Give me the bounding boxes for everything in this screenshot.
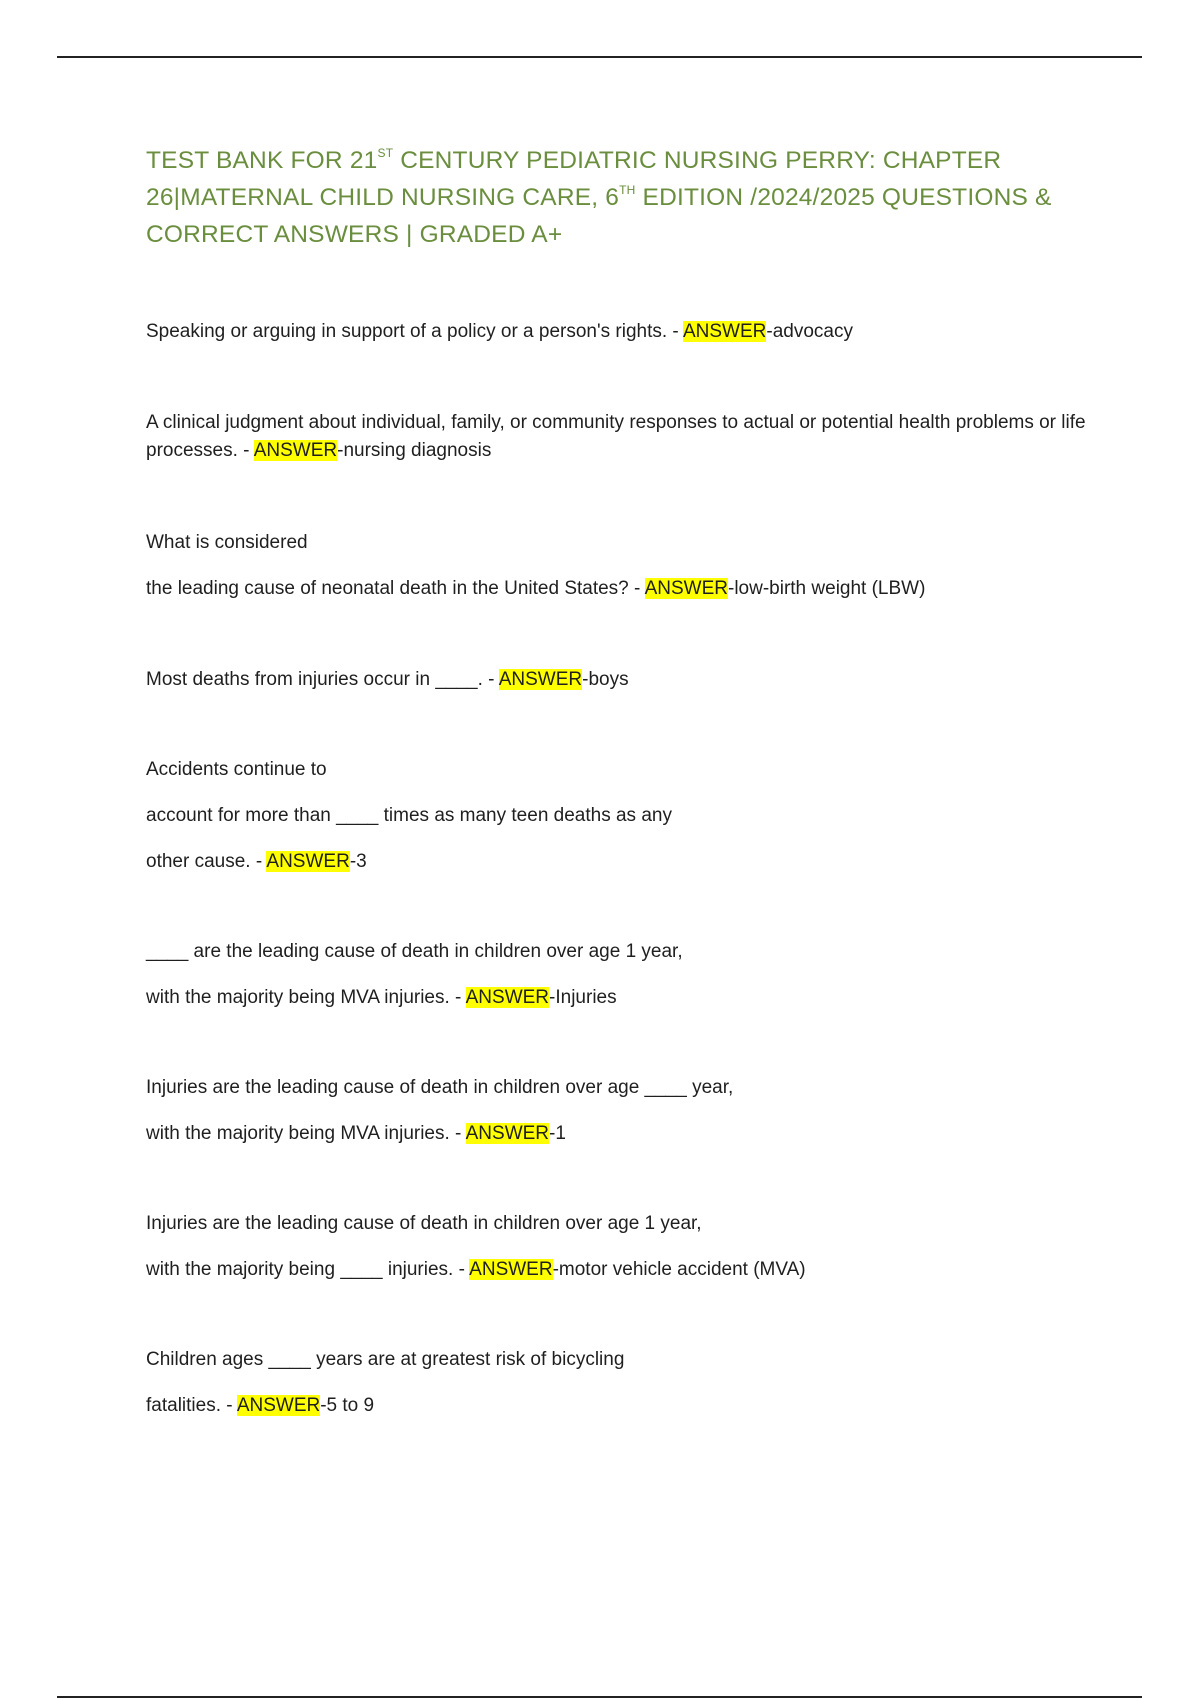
answer-highlight: ANSWER xyxy=(253,440,338,461)
qa-item-8: Injuries are the leading cause of death in children over age 1 year, with the majority being ____ injuries. - ANSWER-motor vehicle accident (MVA) xyxy=(146,1213,806,1280)
document-title: TEST BANK FOR 21ST CENTURY PEDIATRIC NURSING PERRY: CHAPTER 26|MATERNAL CHILD NURSING CARE, 6TH EDITION /2024/2025 QUESTIONS & CORRECT ANSWERS | GRADED A+ xyxy=(146,146,1052,248)
qa-item-5: Accidents continue to account for more than ____ times as many teen deaths as any other cause. - ANSWER-3 xyxy=(146,759,672,872)
answer-highlight: ANSWER xyxy=(266,851,350,872)
answer-highlight: ANSWER xyxy=(498,669,583,690)
qa-item-9: Children ages ____ years are at greatest risk of bicycling fatalities. - ANSWER-5 to 9 xyxy=(146,1349,625,1416)
qa-item-7: Injuries are the leading cause of death in children over age ____ year, with the majority being MVA injuries. - ANSWER-1 xyxy=(146,1077,734,1144)
answer-highlight: ANSWER xyxy=(236,1395,321,1416)
bottom-rule xyxy=(57,1696,1142,1698)
answer-highlight: ANSWER xyxy=(465,987,550,1008)
qa-item-3: What is considered the leading cause of neonatal death in the United States? - ANSWER-low-birth weight (LBW) xyxy=(146,532,926,599)
qa-item-2: A clinical judgment about individual, family, or community responses to actual or potential health problems or life processes. - ANSWER-nursing diagnosis xyxy=(146,412,1086,461)
answer-highlight: ANSWER xyxy=(682,321,767,342)
qa-item-4: Most deaths from injuries occur in ____. - ANSWER-boys xyxy=(146,669,629,690)
qa-item-6: ____ are the leading cause of death in children over age 1 year, with the majority being MVA injuries. - ANSWER-Injuries xyxy=(146,941,683,1008)
qa-item-1: Speaking or arguing in support of a policy or a person's rights. - ANSWER-advocacy xyxy=(146,321,853,342)
answer-highlight: ANSWER xyxy=(644,578,728,599)
top-rule xyxy=(57,56,1142,58)
answer-highlight: ANSWER xyxy=(465,1123,550,1144)
answer-highlight: ANSWER xyxy=(469,1259,553,1280)
